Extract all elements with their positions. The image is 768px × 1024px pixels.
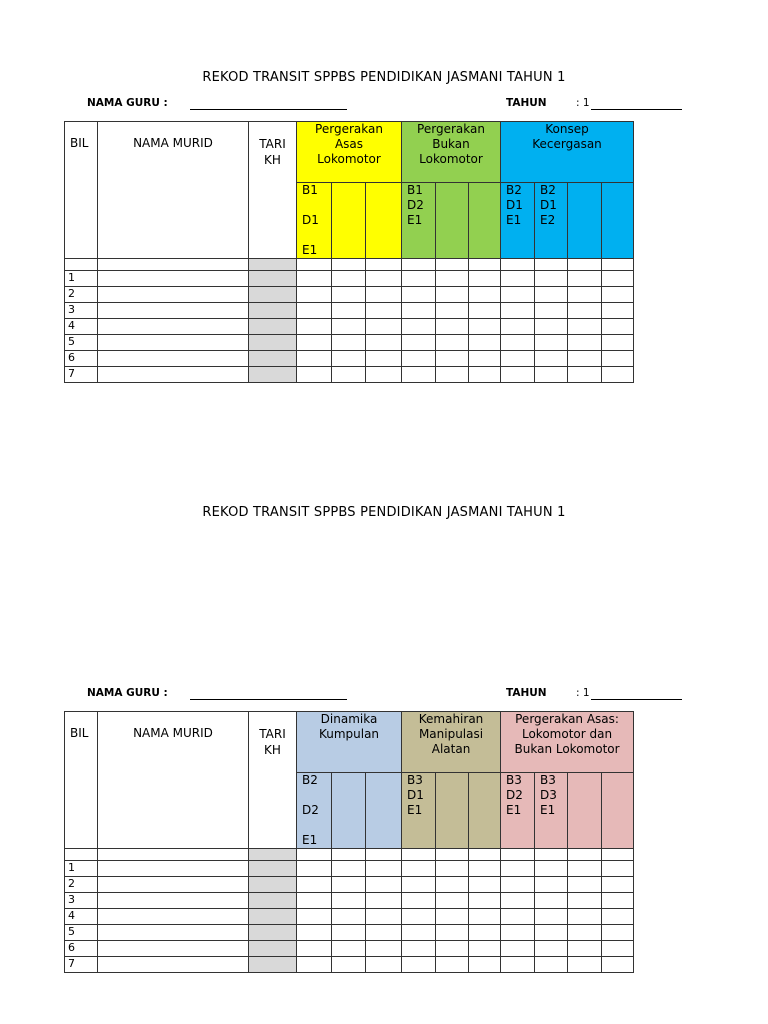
- bil-header: BIL: [65, 122, 98, 259]
- nama-cell[interactable]: [98, 335, 249, 351]
- group-pergerakan-bukan-lokomotor: Pergerakan Bukan Lokomotor: [402, 122, 501, 183]
- sub-code-cell: B2 D1 E2: [535, 183, 568, 259]
- row-number: 6: [65, 941, 98, 957]
- sheet-1-guru-label: NAMA GURU :: [87, 97, 168, 109]
- nama-cell[interactable]: [98, 303, 249, 319]
- row-number: 5: [65, 335, 98, 351]
- group-kemahiran-manipulasi-alatan: Kemahiran Manipulasi Alatan: [402, 712, 501, 773]
- table-row: [65, 303, 634, 319]
- table-row: [65, 335, 634, 351]
- row-number: 4: [65, 319, 98, 335]
- nama-cell[interactable]: [98, 957, 249, 973]
- sheet-1-guru-line[interactable]: [190, 109, 347, 110]
- sheet-1-tahun-value: : 1: [576, 97, 590, 109]
- tarikh-cell[interactable]: [249, 287, 297, 303]
- sheet-2-table: [64, 711, 634, 973]
- tarikh-cell[interactable]: [249, 861, 297, 877]
- sub-blank-cell: [436, 773, 469, 849]
- table-row: [65, 319, 634, 335]
- sheet-2-guru-label: NAMA GURU :: [87, 687, 168, 699]
- row-number: 3: [65, 303, 98, 319]
- nama-cell[interactable]: [98, 861, 249, 877]
- sheet-1-tahun-label: TAHUN: [506, 97, 547, 109]
- row-number: 6: [65, 351, 98, 367]
- sub-blank-cell: [366, 773, 402, 849]
- row-number: 7: [65, 367, 98, 383]
- tarikh-header: TARI KH: [249, 712, 297, 849]
- sub-blank-cell: [332, 183, 366, 259]
- sub-code-cell: B2 D2 E1: [297, 773, 332, 849]
- sub-code-cell: B2 D1 E1: [501, 183, 535, 259]
- sub-blank-cell: [469, 773, 501, 849]
- table-row: [65, 877, 634, 893]
- nama-murid-header: NAMA MURID: [98, 122, 249, 259]
- sheet-1-tahun-line[interactable]: [591, 109, 682, 110]
- tarikh-cell[interactable]: [249, 925, 297, 941]
- row-number: 2: [65, 287, 98, 303]
- sheet-2-title: REKOD TRANSIT SPPBS PENDIDIKAN JASMANI TAHUN 1: [202, 505, 566, 520]
- table-row: [65, 861, 634, 877]
- table-row: [65, 271, 634, 287]
- row-number: 5: [65, 925, 98, 941]
- row-number: 7: [65, 957, 98, 973]
- table-row: [65, 925, 634, 941]
- table-row: [65, 893, 634, 909]
- sub-blank-cell: [469, 183, 501, 259]
- nama-cell[interactable]: [98, 893, 249, 909]
- group-pergerakan-asas-lokomotor-bukan: Pergerakan Asas: Lokomotor dan Bukan Lokomotor: [501, 712, 634, 773]
- table-row: [65, 287, 634, 303]
- nama-cell[interactable]: [98, 319, 249, 335]
- table-row: [65, 957, 634, 973]
- sub-blank-cell: [332, 773, 366, 849]
- row-number: 3: [65, 893, 98, 909]
- sub-blank-cell: [568, 773, 602, 849]
- tarikh-cell[interactable]: [249, 941, 297, 957]
- tarikh-cell[interactable]: [249, 335, 297, 351]
- tarikh-cell[interactable]: [249, 957, 297, 973]
- sub-blank-cell: [366, 183, 402, 259]
- tarikh-cell[interactable]: [249, 877, 297, 893]
- table-row: [65, 941, 634, 957]
- sub-blank-cell: [602, 773, 634, 849]
- nama-cell[interactable]: [98, 877, 249, 893]
- sub-blank-cell: [568, 183, 602, 259]
- row-number: 1: [65, 861, 98, 877]
- sub-code-cell: B1 D1 E1: [297, 183, 332, 259]
- sheet-2-guru-line[interactable]: [190, 699, 347, 700]
- row-number: 2: [65, 877, 98, 893]
- group-dinamika-kumpulan: Dinamika Kumpulan: [297, 712, 402, 773]
- sub-code-cell: B1 D2 E1: [402, 183, 436, 259]
- table-row: [65, 909, 634, 925]
- nama-cell[interactable]: [98, 925, 249, 941]
- sheet-1-title: REKOD TRANSIT SPPBS PENDIDIKAN JASMANI TAHUN 1: [202, 70, 566, 85]
- sub-blank-cell: [436, 183, 469, 259]
- tarikh-cell[interactable]: [249, 893, 297, 909]
- nama-cell[interactable]: [98, 287, 249, 303]
- bil-header: BIL: [65, 712, 98, 849]
- nama-cell[interactable]: [98, 941, 249, 957]
- tarikh-header: TARI KH: [249, 122, 297, 259]
- group-konsep-kecergasan: Konsep Kecergasan: [501, 122, 634, 183]
- nama-cell[interactable]: [98, 367, 249, 383]
- tarikh-cell[interactable]: [249, 303, 297, 319]
- sub-blank-cell: [602, 183, 634, 259]
- tarikh-cell[interactable]: [249, 271, 297, 287]
- tarikh-cell[interactable]: [249, 319, 297, 335]
- tarikh-cell[interactable]: [249, 909, 297, 925]
- sheet-1-table: [64, 121, 634, 383]
- nama-cell[interactable]: [98, 909, 249, 925]
- sheet-2-tahun-value: : 1: [576, 687, 590, 699]
- table-row: [65, 367, 634, 383]
- tarikh-cell[interactable]: [249, 351, 297, 367]
- row-number: 1: [65, 271, 98, 287]
- sheet-2-tahun-label: TAHUN: [506, 687, 547, 699]
- sub-code-cell: B3 D1 E1: [402, 773, 436, 849]
- sub-code-cell: B3 D2 E1: [501, 773, 535, 849]
- nama-cell[interactable]: [98, 271, 249, 287]
- sub-code-cell: B3 D3 E1: [535, 773, 568, 849]
- sheet-2-tahun-line[interactable]: [591, 699, 682, 700]
- row-number: 4: [65, 909, 98, 925]
- group-pergerakan-asas-lokomotor: Pergerakan Asas Lokomotor: [297, 122, 402, 183]
- tarikh-cell[interactable]: [249, 367, 297, 383]
- nama-murid-header: NAMA MURID: [98, 712, 249, 849]
- table-row: [65, 351, 634, 367]
- nama-cell[interactable]: [98, 351, 249, 367]
